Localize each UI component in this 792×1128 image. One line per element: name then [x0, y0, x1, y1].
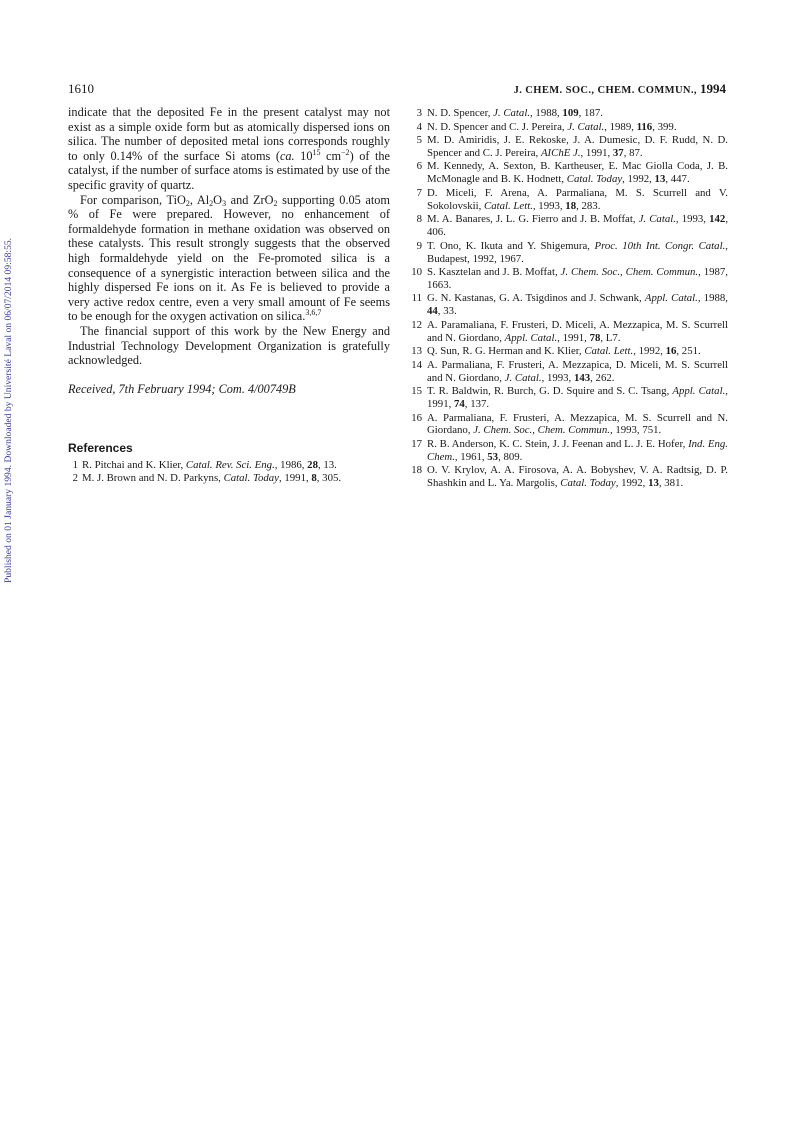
reference-authors: N. D. Spencer,	[427, 107, 494, 119]
reference-number: 10	[411, 266, 422, 279]
reference-authors: M. A. Banares, J. L. G. Fierro and J. B. Moffat,	[427, 213, 639, 226]
citation-superscript: 3,6,7	[305, 308, 322, 318]
reference-source: Proc. 10th Int. Congr. Catal.	[594, 239, 726, 252]
reference-number: 8	[416, 213, 422, 226]
reference-source: J. Catal.	[504, 371, 542, 384]
reference-year: , 1987, 1663.	[427, 266, 728, 291]
reference-number: 4	[416, 120, 422, 133]
reference-year: , 1991,	[278, 471, 312, 484]
reference-source: Catal. Today	[566, 173, 623, 186]
reference-volume: 18	[565, 199, 577, 212]
reference-source: Catal. Today	[560, 477, 616, 490]
reference-pages: , 33.	[437, 305, 457, 318]
subscript: 2	[209, 198, 214, 208]
reference-year: , 1988,	[697, 292, 728, 305]
reference-source: J. Catal.	[493, 107, 531, 119]
reference-item	[410, 292, 728, 318]
reference-year: , 1992,	[633, 345, 666, 358]
reference-pages: , 262.	[590, 371, 615, 384]
reference-volume: 109	[562, 107, 579, 119]
reference-number: 13	[411, 345, 422, 358]
reference-item	[410, 240, 728, 266]
reference-source: Catal. Lett.	[484, 199, 533, 212]
reference-year: , 1993,	[541, 371, 574, 384]
reference-year: , 1991,	[427, 385, 728, 411]
reference-number: 9	[416, 239, 422, 252]
reference-year: , 1961,	[454, 450, 488, 463]
reference-authors: T. R. Baldwin, R. Burch, G. D. Squire and S. C. Tsang,	[427, 385, 673, 398]
reference-pages: , L7.	[600, 331, 621, 344]
subscript: 2	[273, 198, 278, 208]
reference-authors: M. D. Amiridis, J. E. Rekoske, J. A. Dumesic, D. F. Rudd, N. D. Spencer and C. J. Pereira,	[427, 134, 728, 159]
reference-year: , 1989,	[604, 120, 637, 133]
reference-pages: , 251.	[676, 345, 701, 358]
reference-year: , 1991,	[557, 331, 590, 344]
paragraph-dispersed-ions	[68, 105, 390, 193]
reference-pages: , 305.	[316, 471, 342, 484]
reference-authors: R. B. Anderson, K. C. Stein, J. J. Feenan and L. J. E. Hofer,	[427, 437, 689, 450]
text-run: ) of the catalyst, if the number of surface atoms is estimated by use of the specific gravity of quartz.	[68, 148, 391, 192]
reference-number: 14	[411, 358, 422, 371]
reference-authors: M. Kennedy, A. Sexton, B. Kartheuser, E. Mac Giolla Coda, J. B. McMonagle and B. K. Hodnett,	[427, 160, 728, 186]
reference-year: , 1988,	[530, 107, 563, 119]
reference-authors: S. Kasztelan and J. B. Moffat,	[427, 266, 561, 279]
text-run: 10	[294, 148, 313, 163]
reference-authors: T. Ono, K. Ikuta and Y. Shigemura,	[427, 239, 595, 252]
reference-source: Catal. Rev. Sci. Eng.	[185, 458, 275, 471]
text-run: indicate that the deposited Fe in the present catalyst may not exist as a simple oxide form but as atomically dispersed ions on silica. The number of deposited metal ions corresponds roughly to only 0.14% of the surface Si atoms (	[68, 105, 390, 163]
reference-volume: 116	[636, 120, 653, 133]
reference-pages: , 809.	[498, 450, 523, 463]
reference-number: 16	[411, 411, 422, 424]
reference-pages: , 406.	[427, 213, 729, 239]
references-heading: References	[68, 441, 133, 456]
reference-volume: 16	[665, 345, 677, 358]
left-column	[68, 105, 390, 485]
reference-authors: A. Parmaliana, F. Frusteri, A. Mezzapica, D. Miceli, M. S. Scurrell and N. Giordano,	[427, 358, 728, 384]
journal-name: J. CHEM. SOC., CHEM. COMMUN.,	[513, 85, 697, 96]
reference-volume: 53	[487, 450, 499, 463]
reference-year: , 1993,	[675, 213, 710, 226]
reference-source: J. Catal.	[567, 120, 605, 133]
reference-item	[410, 107, 728, 120]
reference-item	[410, 319, 728, 345]
reference-number: 11	[411, 292, 422, 305]
reference-number: 17	[411, 437, 422, 450]
reference-number: 7	[416, 186, 422, 199]
reference-source: AIChE J.	[540, 146, 581, 159]
reference-source: Appl. Catal.	[504, 331, 558, 344]
reference-year: , 1992,	[622, 173, 655, 186]
reference-authors: D. Miceli, F. Arena, A. Parmaliana, M. S. Scurrell and V. Sokolovskii,	[427, 186, 728, 212]
reference-authors: Q. Sun, R. G. Herman and K. Klier,	[427, 345, 585, 358]
reference-source: J. Chem. Soc., Chem. Commun.	[560, 266, 699, 279]
text-run: , Al	[189, 192, 210, 207]
paragraph-comparison	[68, 193, 390, 324]
reference-source: J. Catal.	[638, 213, 676, 226]
download-watermark: Published on 01 January 1994. Downloaded by Université Laval on 06/07/2014 09:58:55.	[3, 237, 14, 583]
reference-item	[410, 438, 728, 464]
reference-item	[410, 412, 728, 438]
reference-item	[410, 385, 728, 411]
reference-source: Ind. Eng. Chem.	[427, 437, 728, 463]
page-number: 1610	[68, 81, 94, 96]
reference-authors: R. Pitchai and K. Klier,	[82, 458, 186, 471]
reference-volume: 13	[648, 477, 659, 490]
reference-year: , 1991,	[580, 146, 613, 159]
reference-source: Appl. Catal.	[672, 385, 726, 398]
reference-authors: N. D. Spencer and C. J. Pereira,	[427, 120, 568, 133]
reference-item	[410, 121, 728, 134]
reference-item	[410, 187, 728, 213]
text-run: and ZrO	[226, 192, 274, 207]
reference-pages: , 87.	[623, 146, 643, 159]
reference-item	[68, 472, 390, 485]
text-run: cm	[320, 148, 342, 163]
reference-number: 6	[416, 160, 422, 173]
text-run: supporting 0.05 atom % of Fe were prepared. However, no enhancement of formaldehyde formation in methane oxidation was observed on these catalysts. This result strongly suggests that the observed high formaldehyde yield on the Fe-promoted silica is a consequence of a synergistic interaction between silica and the highly dispersed Fe ions on it. As Fe is believed to provide a very active redox centre, even a very small amount of Fe seems to be enough for the oxygen activation on silica.	[68, 192, 390, 324]
reference-volume: 37	[612, 146, 624, 159]
reference-year: , 1992,	[615, 477, 649, 490]
reference-source: J. Chem. Soc., Chem. Commun.	[473, 424, 610, 437]
reference-source: Appl. Catal.	[644, 292, 698, 305]
reference-number: 3	[416, 107, 422, 119]
reference-pages: , 137.	[464, 398, 490, 411]
reference-item	[410, 464, 728, 490]
superscript: 15	[312, 147, 321, 157]
reference-year: , 1993,	[532, 199, 566, 212]
reference-pages: , 381.	[658, 477, 684, 490]
reference-list-left	[68, 459, 390, 485]
reference-volume: 28	[307, 458, 318, 471]
reference-item	[410, 134, 728, 160]
reference-volume: 13	[654, 173, 666, 186]
reference-number: 15	[411, 385, 422, 398]
reference-source: Catal. Lett.	[584, 345, 634, 358]
reference-number: 12	[411, 318, 422, 331]
reference-number: 2	[72, 471, 78, 484]
reference-year: , Budapest, 1992, 1967.	[427, 239, 728, 265]
reference-item	[68, 459, 390, 472]
reference-volume: 44	[427, 305, 438, 318]
reference-item	[410, 213, 728, 239]
reference-year: , 1986,	[274, 458, 308, 471]
reference-authors: G. N. Kastanas, G. A. Tsigdinos and J. Schwank,	[427, 292, 645, 305]
reference-volume: 142	[709, 213, 726, 226]
reference-number: 18	[411, 464, 422, 477]
reference-number: 5	[416, 134, 422, 146]
reference-item	[410, 160, 728, 186]
reference-volume: 78	[589, 331, 601, 344]
reference-year: , 1993, 751.	[609, 424, 662, 437]
reference-volume: 8	[311, 471, 317, 484]
received-line: Received, 7th February 1994; Com. 4/00749B	[68, 381, 296, 396]
reference-item	[410, 266, 728, 292]
reference-source: Catal. Today	[223, 471, 279, 484]
reference-authors: A. Parmaliana, F. Frusteri, A. Mezzapica, M. S. Scurrell and N. Giordano,	[427, 411, 728, 437]
reference-pages: , 13.	[317, 458, 337, 471]
text-run: For comparison, TiO	[80, 192, 186, 207]
reference-authors: O. V. Krylov, A. A. Firosova, A. A. Bobyshev, V. A. Radtsig, D. P. Shashkin and L. Ya. Margolis,	[427, 464, 728, 490]
reference-volume: 143	[573, 371, 591, 384]
reference-item	[410, 345, 728, 358]
reference-item	[410, 359, 728, 385]
reference-pages: , 399.	[652, 120, 677, 133]
text-run: O	[213, 192, 223, 207]
reference-authors: M. J. Brown and N. D. Parkyns,	[82, 471, 224, 484]
reference-number: 1	[72, 458, 78, 471]
reference-list-right	[410, 107, 728, 490]
reference-pages: , 187.	[578, 107, 603, 119]
journal-year: 1994	[700, 81, 726, 96]
reference-volume: 74	[454, 398, 465, 411]
reference-authors: A. Paramaliana, F. Frusteri, D. Miceli, A. Mezzapica, M. S. Scurrell and N. Giordano,	[427, 318, 728, 344]
subscript: 2	[185, 198, 190, 208]
reference-pages: , 283.	[576, 199, 601, 212]
text-run: ca.	[279, 148, 295, 163]
running-head	[380, 81, 726, 97]
subscript: 3	[222, 198, 227, 208]
superscript: −2	[341, 147, 350, 157]
reference-pages: , 447.	[665, 173, 690, 186]
paragraph-acknowledgement: The financial support of this work by the New Energy and Industrial Technology Development Organization is gratefully acknowledged.	[68, 323, 390, 368]
